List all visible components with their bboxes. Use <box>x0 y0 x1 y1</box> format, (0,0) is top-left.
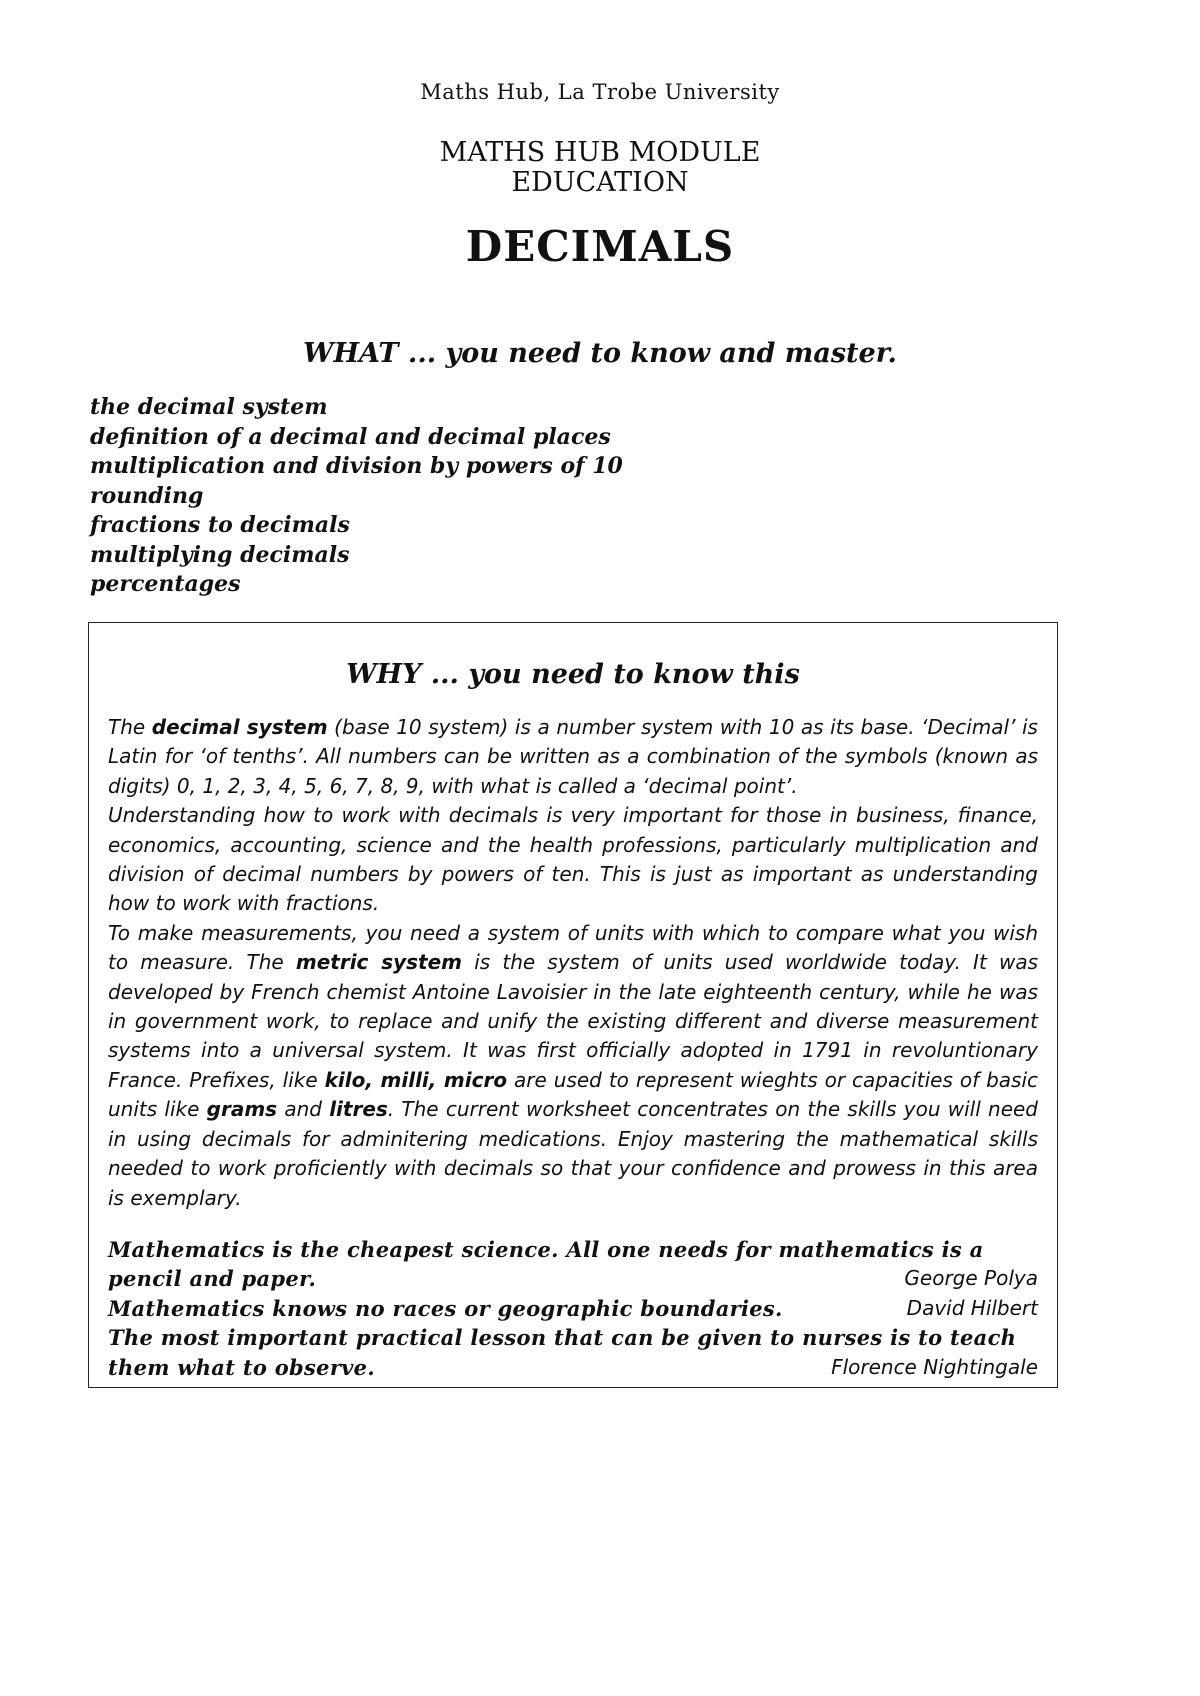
why-box <box>88 622 1058 1388</box>
module-title-line2: EDUCATION <box>511 167 689 198</box>
quote <box>108 1323 1038 1382</box>
term-litres: litres <box>329 1097 388 1122</box>
term-metric-system: metric system <box>295 950 463 975</box>
why-body <box>108 713 1038 1213</box>
topic-item: multiplying decimals <box>90 541 350 568</box>
term-decimal-system: decimal system <box>151 715 328 739</box>
topic-item: rounding <box>90 482 204 509</box>
module-title-line1: MATHS HUB MODULE <box>439 137 761 168</box>
topic-item: fractions to decimals <box>90 512 350 538</box>
quote <box>108 1235 1038 1294</box>
text-span: and <box>277 1097 330 1122</box>
why-heading: WHY ... you need to know this <box>346 659 800 690</box>
quote-text: Mathematics is the cheapest science. All one needs for mathematics is a pencil and paper. <box>108 1237 984 1292</box>
text-span: is the system of units used worldwide today. It was developed by French chemist Antoine Lavoisier in the late eighteenth century, while he was in government work, to replace and unify the existing different and diverse measurement systems into a universal system. It was first officially adopted in 1791 in revoluntionary France. Prefixes, like <box>108 950 1039 1092</box>
topic-list <box>90 393 623 600</box>
quote <box>108 1294 1038 1323</box>
text-span: . The current worksheet concentrates on the skills you will need in using decimals for adminitering medications. Enjoy mastering the mathematical skills needed to work proficiently with decimals so that your confidence and prowess in this area is exemplary. <box>108 1097 1038 1210</box>
text-span: To make measurements, you need a system of units with which to compare what you wish to measure. The <box>108 920 1038 975</box>
paragraph-decimal-system <box>108 713 1038 801</box>
quote-text: The most important practical lesson that can be given to nurses is to teach them what to observe. <box>108 1325 1017 1380</box>
quote-author: Florence Nightingale <box>831 1354 1038 1379</box>
page-title: DECIMALS <box>465 222 735 271</box>
quote-author: David Hilbert <box>906 1295 1038 1320</box>
topic-item: multiplication and division by powers of 10 <box>90 453 623 479</box>
term-grams: grams <box>206 1097 278 1122</box>
topic-item: definition of a decimal and decimal places <box>90 423 611 450</box>
text-span: The <box>108 715 152 739</box>
what-heading: WHAT ... you need to know and master. <box>303 338 897 369</box>
institution-header: Maths Hub, La Trobe University <box>420 80 780 104</box>
paragraph-importance: Understanding how to work with decimals is very important for those in business, finance, economics, accounting, science and the health professions, particularly multiplication and division of decimal numbers by powers of ten. This is just as important as understanding how to work with fractions. <box>108 803 1038 916</box>
topic-item: percentages <box>90 571 241 597</box>
quote-author: George Polya <box>904 1266 1038 1291</box>
quote-text: Mathematics knows no races or geographic boundaries. <box>108 1295 783 1321</box>
text-span: are used to represent wieghts or capacities of basic units like <box>108 1067 1038 1122</box>
paragraph-metric-system <box>108 919 1038 1213</box>
term-prefixes: kilo, milli, micro <box>324 1067 508 1092</box>
text-span: (base 10 system) is a number system with 10 as its base. ‘Decimal’ is Latin for ‘of tenths’. All numbers can be written as a combination of the symbols (known as digits) 0, 1, 2, 3, 4, 5, 6, 7, 8, 9, with what is called a ‘decimal point’. <box>108 715 1038 798</box>
quotes-section <box>108 1235 1038 1382</box>
module-title <box>0 138 1200 198</box>
topic-item: the decimal system <box>90 394 328 420</box>
